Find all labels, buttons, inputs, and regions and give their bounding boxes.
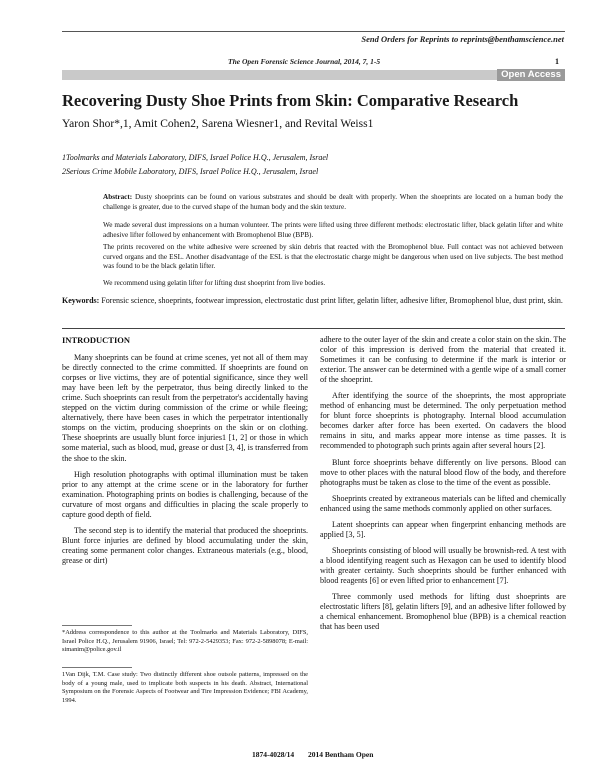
body-paragraph-6: Shoeprints consisting of blood will usually be brownish-red. A test with a blood identifying reagent such as Hexagon can be used to identify blood with greater certainty. Such shoeprints should be further enhanced with blood reagents [6] or even lifted prior to enhancement [7].: [320, 545, 566, 585]
body-paragraph-4: Shoeprints created by extraneous materials can be lifted and chemically enhanced using the same methods commonly applied on other surfaces.: [320, 493, 566, 513]
keywords-label: Keywords:: [62, 296, 100, 305]
journal-citation: The Open Forensic Science Journal, 2014, 7, 1-5: [228, 57, 381, 66]
section-heading-introduction: INTRODUCTION: [62, 335, 131, 345]
case-study-footnote: 1Van Dijk, T.M. Case study: Two distinctly different shoe outsole patterns, impressed on the body of a young male, used to implicate both suspects in his death. Abstract, International Symposium on the Forensic Aspects of Footwear and Tire Impression Evidence; FBI Academy, 1994.: [62, 671, 308, 704]
body-paragraph-3: Blunt force shoeprints behave differently on live persons. Blood can move to other places with the natural blood flow of the body, and therefore photographs must be taken as close to the time of the event as possible.: [320, 457, 566, 487]
section-separator: [62, 328, 565, 329]
abstract-paragraph-3: The prints recovered on the white adhesive were screened by skin debris that reacted with the Bromophenol blue. Full contact was not achieved between curved organs and the ESL. Another disadvantage of the ESL is that the electrostatic charge might be dangerous when used on live subjects. The best method was found to be the black gelatin lifter.: [103, 243, 563, 270]
footnote-rule: [62, 625, 132, 626]
open-access-badge: Open Access: [497, 69, 565, 81]
open-access-bar: [62, 70, 565, 80]
right-column: [320, 335, 566, 638]
abstract-text-1: Dusty shoeprints can be found on various substrates and should be dealt with properly. When the shoeprints are located on a human body the challenge is greater, due to the curved shape of the human body and the skin texture.: [103, 193, 563, 211]
footnote-rule-2: [62, 667, 132, 668]
abstract-paragraph-2: We made several dust impressions on a human volunteer. The prints were lifted using three different methods: electrostatic lifter, black gelatin lifter and white adhesive lifter followed by enhancement with Bromophenol Blue (BPB).: [103, 221, 563, 239]
affiliation-2: 2Serious Crime Mobile Laboratory, DIFS, Israel Police H.Q., Jerusalem, Israel: [62, 167, 319, 176]
body-paragraph-2: After identifying the source of the shoeprints, the most appropriate method of enhancing must be determined. The only perpetuation method for blunt force shoeprints is photography. Internal blood accumulation becomes darker after force has been exerted. On cadavers the blood remains in situ, and marks appear more intense as time passes. It is recommended to photograph such prints again after several hours [2].: [320, 391, 566, 451]
footer-issn: 1874-4028/14: [252, 750, 295, 759]
keywords: [62, 296, 565, 307]
keywords-text: Forensic science, shoeprints, footwear impression, electrostatic dust print lifter, gelatin lifter, adhesive lifter, Bromophenol blue, dust print, skin.: [101, 296, 563, 305]
abstract-label: Abstract:: [103, 193, 133, 201]
page-number: 1: [555, 57, 559, 66]
footer-publisher: 2014 Bentham Open: [307, 750, 374, 759]
top-rule: [62, 31, 565, 32]
page-footer: [252, 750, 385, 759]
intro-paragraph-3: The second step is to identify the material that produced the shoeprints. Blunt force injuries are defined by blood accumulating under the skin, creating some permanent color changes. Extraneous materials (e.g., blood, grease or dirt): [62, 525, 308, 565]
abstract-paragraph-1: [103, 193, 563, 212]
left-column: [62, 335, 308, 572]
correspondence-footnote: *Address correspondence to this author at the Toolmarks and Materials Laboratory, DIFS, Israel Police H.Q., Jerusalem 91906, Israel; Tel: 972-2-5429353; Fax: 972-2-5898078; E-mail: simanim@police.gov.il: [62, 629, 308, 653]
article-title: Recovering Dusty Shoe Prints from Skin: Comparative Research: [62, 91, 519, 110]
body-paragraph-5: Latent shoeprints can appear when fingerprint enhancing methods are applied [3, 5].: [320, 519, 566, 539]
affiliation-1: 1Toolmarks and Materials Laboratory, DIFS, Israel Police H.Q., Jerusalem, Israel: [62, 153, 329, 162]
intro-paragraph-1: Many shoeprints can be found at crime scenes, yet not all of them may be directly connected to the crime committed. If shoeprints are found on corpses or live victims, they are of potential significance, since they well may have been left by the perpetrator, thus being directly linked to the crime. Such shoeprints can result from the perpetrator's accidentally having stepped on the victim during commission of the crime or while fleeing; alternatively, there have been cases in which the perpetrator intentionally stomps on the victim, producing shoeprints on the skin or on clothing. These shoeprints are usually blunt force injuries1 [1, 2] or those in which some material, such as blood, mud, grease or dust [3, 4], is transferred from the shoe to the skin.: [62, 353, 308, 463]
reprints-notice[interactable]: Send Orders for Reprints to reprints@benthamscience.net: [361, 34, 564, 44]
intro-paragraph-2: High resolution photographs with optimal illumination must be taken prior to any attempt at the crime scene or in the laboratory for further examination. Photographing prints on bodies is challenging, because of the curvature of most organs and difficulties in placing the scale properly to capture good depth of field.: [62, 469, 308, 519]
author-list: Yaron Shor*,1, Amit Cohen2, Sarena Wiesner1, and Revital Weiss1: [62, 118, 374, 130]
body-paragraph-7: Three commonly used methods for lifting dust shoeprints are electrostatic lifters [8], gelatin lifters [9], and an adhesive lifter followed by a chemical enhancement. Bromophenol blue (BPB) is a chemical reaction that has been used: [320, 592, 566, 632]
body-paragraph-1: adhere to the outer layer of the skin and create a color stain on the skin. The color of this impression is derived from the material that created it. Sometimes it can be confusing to determine if the mark is interior or exterior. The answer can be determined with a gentle wipe of a small corner of the shoeprint.: [320, 335, 566, 385]
abstract-paragraph-4: We recommend using gelatin lifter for lifting dust shoeprint from live bodies.: [103, 279, 326, 287]
